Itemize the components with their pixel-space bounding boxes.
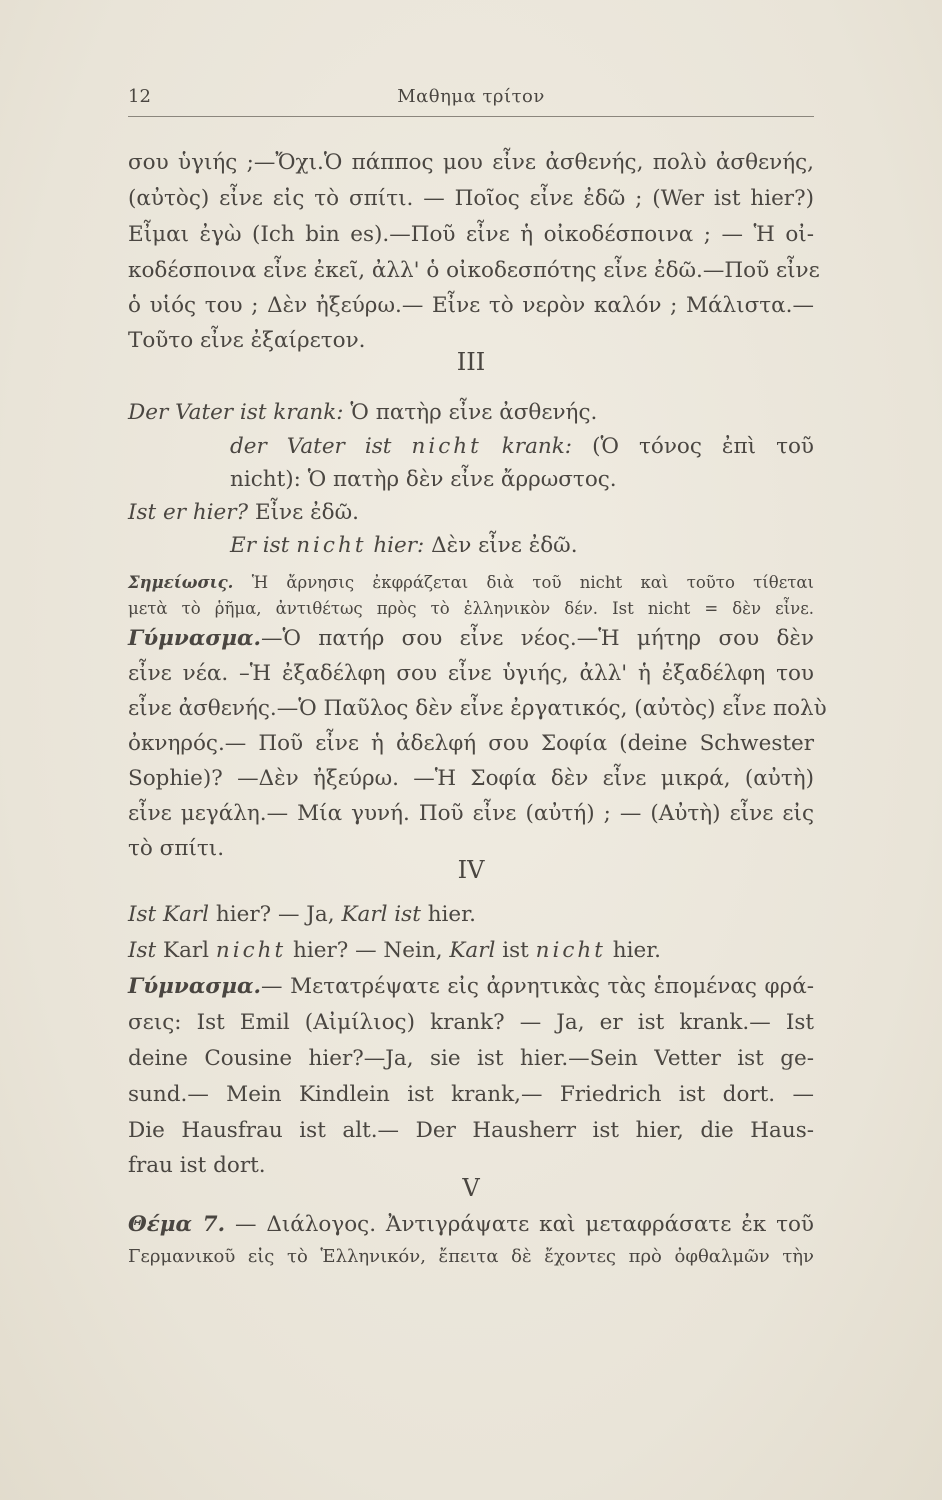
section-numeral-iii: III	[456, 348, 486, 376]
example-line	[230, 432, 814, 462]
german-example: Ist er hier?	[128, 500, 249, 525]
german-emphasis: nicht	[535, 938, 606, 963]
text-line: Εἶμαι ἐγὼ (Ich bin es).—Ποῦ εἶνε ἡ οἰκοδέσποινα ; — Ἡ οἰ-	[128, 222, 814, 247]
running-title: Μαθημα τρίτον	[397, 86, 545, 107]
theme-text: — Διάλογος. Ἀντιγράψατε καὶ μεταφράσατε ἐκ τοῦ	[234, 1212, 815, 1237]
section-numeral-iv: IV	[457, 856, 485, 884]
example-text: hier.	[612, 938, 661, 963]
theme-line	[128, 1210, 814, 1240]
exercise-label: Γύμνασμα.	[128, 974, 261, 999]
greek-translation: Εἶνε ἐδῶ.	[254, 500, 359, 525]
note-label: Σημείωσις.	[128, 573, 234, 592]
example-text: hier.	[427, 902, 476, 927]
german-emphasis: nicht	[215, 938, 287, 963]
example-line	[128, 498, 814, 528]
page-header	[128, 86, 814, 117]
german-emphasis: nicht	[296, 533, 367, 558]
exercise-line: σεις: Ist Emil (Αἰμίλιος) krank? — Ja, er ist krank.— Ist	[128, 1010, 814, 1035]
greek-translation: Δὲν εἶνε ἐδῶ.	[431, 533, 578, 558]
greek-translation: (Ὁ τόνος ἐπὶ τοῦ	[592, 434, 814, 459]
german-emphasis: nicht	[411, 434, 482, 459]
exercise-line: ὀκνηρός.— Ποῦ εἶνε ἡ ἀδελφή σου Σοφία (deine Schwester	[128, 731, 814, 756]
text-line: ὁ υἱός του ; Δὲν ἠξεύρω.— Εἶνε τὸ νερὸν καλόν ; Μάλιστα.—	[128, 293, 814, 318]
german-example: Ist Karl	[128, 902, 210, 927]
exercise-line: frau ist dort.	[128, 1153, 266, 1178]
exercise-text: —Ὁ πατήρ σου εἶνε νέος.—Ἡ μήτηρ σου δὲν	[261, 626, 814, 651]
german-example: Ist	[128, 938, 157, 963]
german-example: krank:	[501, 434, 573, 459]
exercise-line: Sophie)? —Δὲν ἠξεύρω. —Ἡ Σοφία δὲν εἶνε μικρά, (αὐτὴ)	[128, 766, 814, 791]
page-number: 12	[128, 86, 151, 107]
example-text: Karl	[163, 938, 210, 963]
example-line: nicht): Ὁ πατὴρ δὲν εἶνε ἄρρωστος.	[230, 467, 617, 492]
example-line	[128, 900, 814, 930]
example-text: hier? — Ja,	[215, 902, 335, 927]
exercise-line	[128, 624, 814, 654]
text-line: σου ὑγιής ;—Ὄχι.Ὁ πάππος μου εἶνε ἀσθενής, πολὺ ἀσθενής,	[128, 150, 814, 175]
exercise-line	[128, 972, 814, 1002]
note-text: Ἡ ἄρνησις ἐκφράζεται διὰ τοῦ nicht καὶ τοῦτο τίθεται	[251, 573, 814, 592]
text-line: Τοῦτο εἶνε ἐξαίρετον.	[128, 328, 366, 353]
exercise-text: — Μετατρέψατε εἰς ἀρνητικὰς τὰς ἑπομένας φρά-	[261, 974, 814, 999]
theme-label: Θέμα 7.	[128, 1212, 226, 1237]
german-example: Er ist	[230, 533, 290, 558]
exercise-line: deine Cousine hier?—Ja, sie ist hier.—Sein Vetter ist ge-	[128, 1046, 814, 1071]
exercise-line: τὸ σπίτι.	[128, 836, 225, 861]
exercise-line: sund.— Mein Kindlein ist krank,— Friedrich ist dort. —	[128, 1082, 814, 1107]
exercise-line: εἶνε μεγάλη.— Μία γυνή. Ποῦ εἶνε (αὐτή) ; — (Αὐτὴ) εἶνε εἰς	[128, 801, 814, 826]
note-line: μετὰ τὸ ῥῆμα, ἀντιθέτως πρὸς τὸ ἑλληνικὸν δέν. Ist nicht = δὲν εἶνε.	[128, 599, 814, 618]
german-example: hier:	[373, 533, 425, 558]
german-example: Der Vater ist krank:	[128, 400, 344, 425]
text-line: (αὐτὸς) εἶνε εἰς τὸ σπίτι. — Ποῖος εἶνε ἐδῶ ; (Wer ist hier?)	[128, 186, 814, 211]
exercise-label: Γύμνασμα.	[128, 626, 261, 651]
theme-line: Γερμανικοῦ εἰς τὸ Ἑλληνικόν, ἔπειτα δὲ ἔχοντες πρὸ ὀφθαλμῶν τὴν	[128, 1246, 814, 1267]
german-example: der Vater ist	[230, 434, 392, 459]
exercise-line: εἶνε νέα. –Ἡ ἐξαδέλφη σου εἶνε ὑγιής, ἀλλ' ἡ ἐξαδέλφη του	[128, 661, 814, 686]
example-line	[128, 936, 814, 966]
example-text: ist	[502, 938, 529, 963]
exercise-line: Die Hausfrau ist alt.— Der Hausherr ist hier, die Haus-	[128, 1118, 814, 1143]
text-line: κοδέσποινα εἶνε ἐκεῖ, ἀλλ' ὁ οἰκοδεσπότης εἶνε ἐδῶ.—Ποῦ εἶνε	[128, 258, 820, 283]
exercise-line: εἶνε ἀσθενής.—Ὁ Παῦλος δὲν εἶνε ἐργατικός, (αὐτὸς) εἶνε πολὺ	[128, 696, 827, 721]
example-line	[230, 531, 814, 561]
section-numeral-v: V	[462, 1174, 480, 1202]
example-line	[128, 398, 814, 428]
greek-translation: Ὁ πατὴρ εἶνε ἀσθενής.	[350, 400, 598, 425]
german-example: Karl	[449, 938, 496, 963]
german-example: Karl ist	[341, 902, 421, 927]
example-text: hier? — Nein,	[293, 938, 443, 963]
